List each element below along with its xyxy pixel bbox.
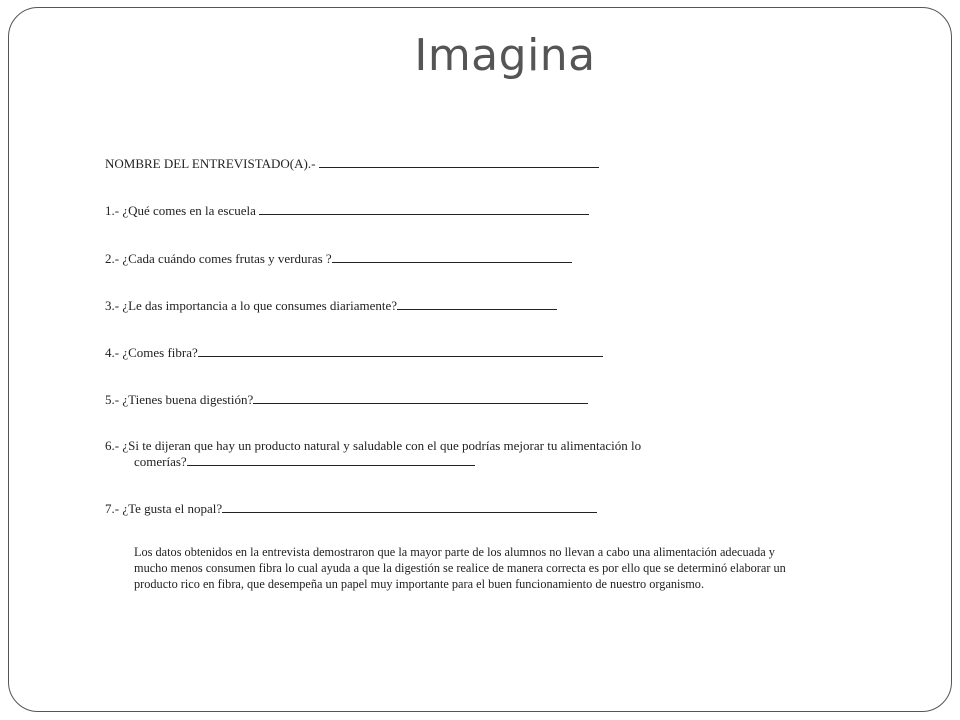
conclusion-line: Los datos obtenidos en la entrevista demostraron que la mayor parte de los alumnos no llevan a cabo una alimentación adecuada y (134, 545, 775, 559)
question-3-text: 3.- ¿Le das importancia a lo que consumes diariamente? (105, 298, 398, 313)
name-field-row (105, 156, 599, 172)
name-blank[interactable] (319, 156, 599, 168)
question-6-blank[interactable] (187, 454, 475, 466)
question-6-continuation (134, 454, 475, 470)
question-6-row (105, 438, 641, 454)
question-4-blank[interactable] (198, 345, 603, 357)
conclusion-paragraph (134, 544, 914, 592)
question-5-blank[interactable] (253, 392, 588, 404)
question-7-row (105, 501, 597, 517)
question-2-blank[interactable] (332, 251, 572, 263)
slide-title: Imagina (414, 30, 596, 81)
question-1-blank[interactable] (259, 203, 589, 215)
question-3-blank[interactable] (397, 298, 557, 310)
question-1-row (105, 203, 589, 219)
question-7-blank[interactable] (222, 501, 597, 513)
question-2-text: 2.- ¿Cada cuándo comes frutas y verduras ? (105, 251, 332, 266)
question-5-row (105, 392, 588, 408)
question-1-text: 1.- ¿Qué comes en la escuela (105, 203, 260, 218)
question-2-row (105, 251, 572, 267)
question-5-text: 5.- ¿Tienes buena digestión? (105, 392, 254, 407)
question-6-text-cont: comerías? (134, 454, 187, 469)
conclusion-line: producto rico en fibra, que desempeña un papel muy importante para el buen funcionamiento de nuestro organismo. (134, 577, 705, 591)
question-7-text: 7.- ¿Te gusta el nopal? (105, 501, 223, 516)
name-label: NOMBRE DEL ENTREVISTADO(A).- (105, 156, 319, 171)
question-3-row (105, 298, 557, 314)
question-4-text: 4.- ¿Comes fibra? (105, 345, 198, 360)
conclusion-line: mucho menos consumen fibra lo cual ayuda a que la digestión se realice de manera correcta es por ello que se determinó elaborar un (134, 561, 786, 575)
question-6-text: 6.- ¿Si te dijeran que hay un producto natural y saludable con el que podrías mejorar tu alimentación lo (105, 438, 642, 453)
question-4-row (105, 345, 603, 361)
